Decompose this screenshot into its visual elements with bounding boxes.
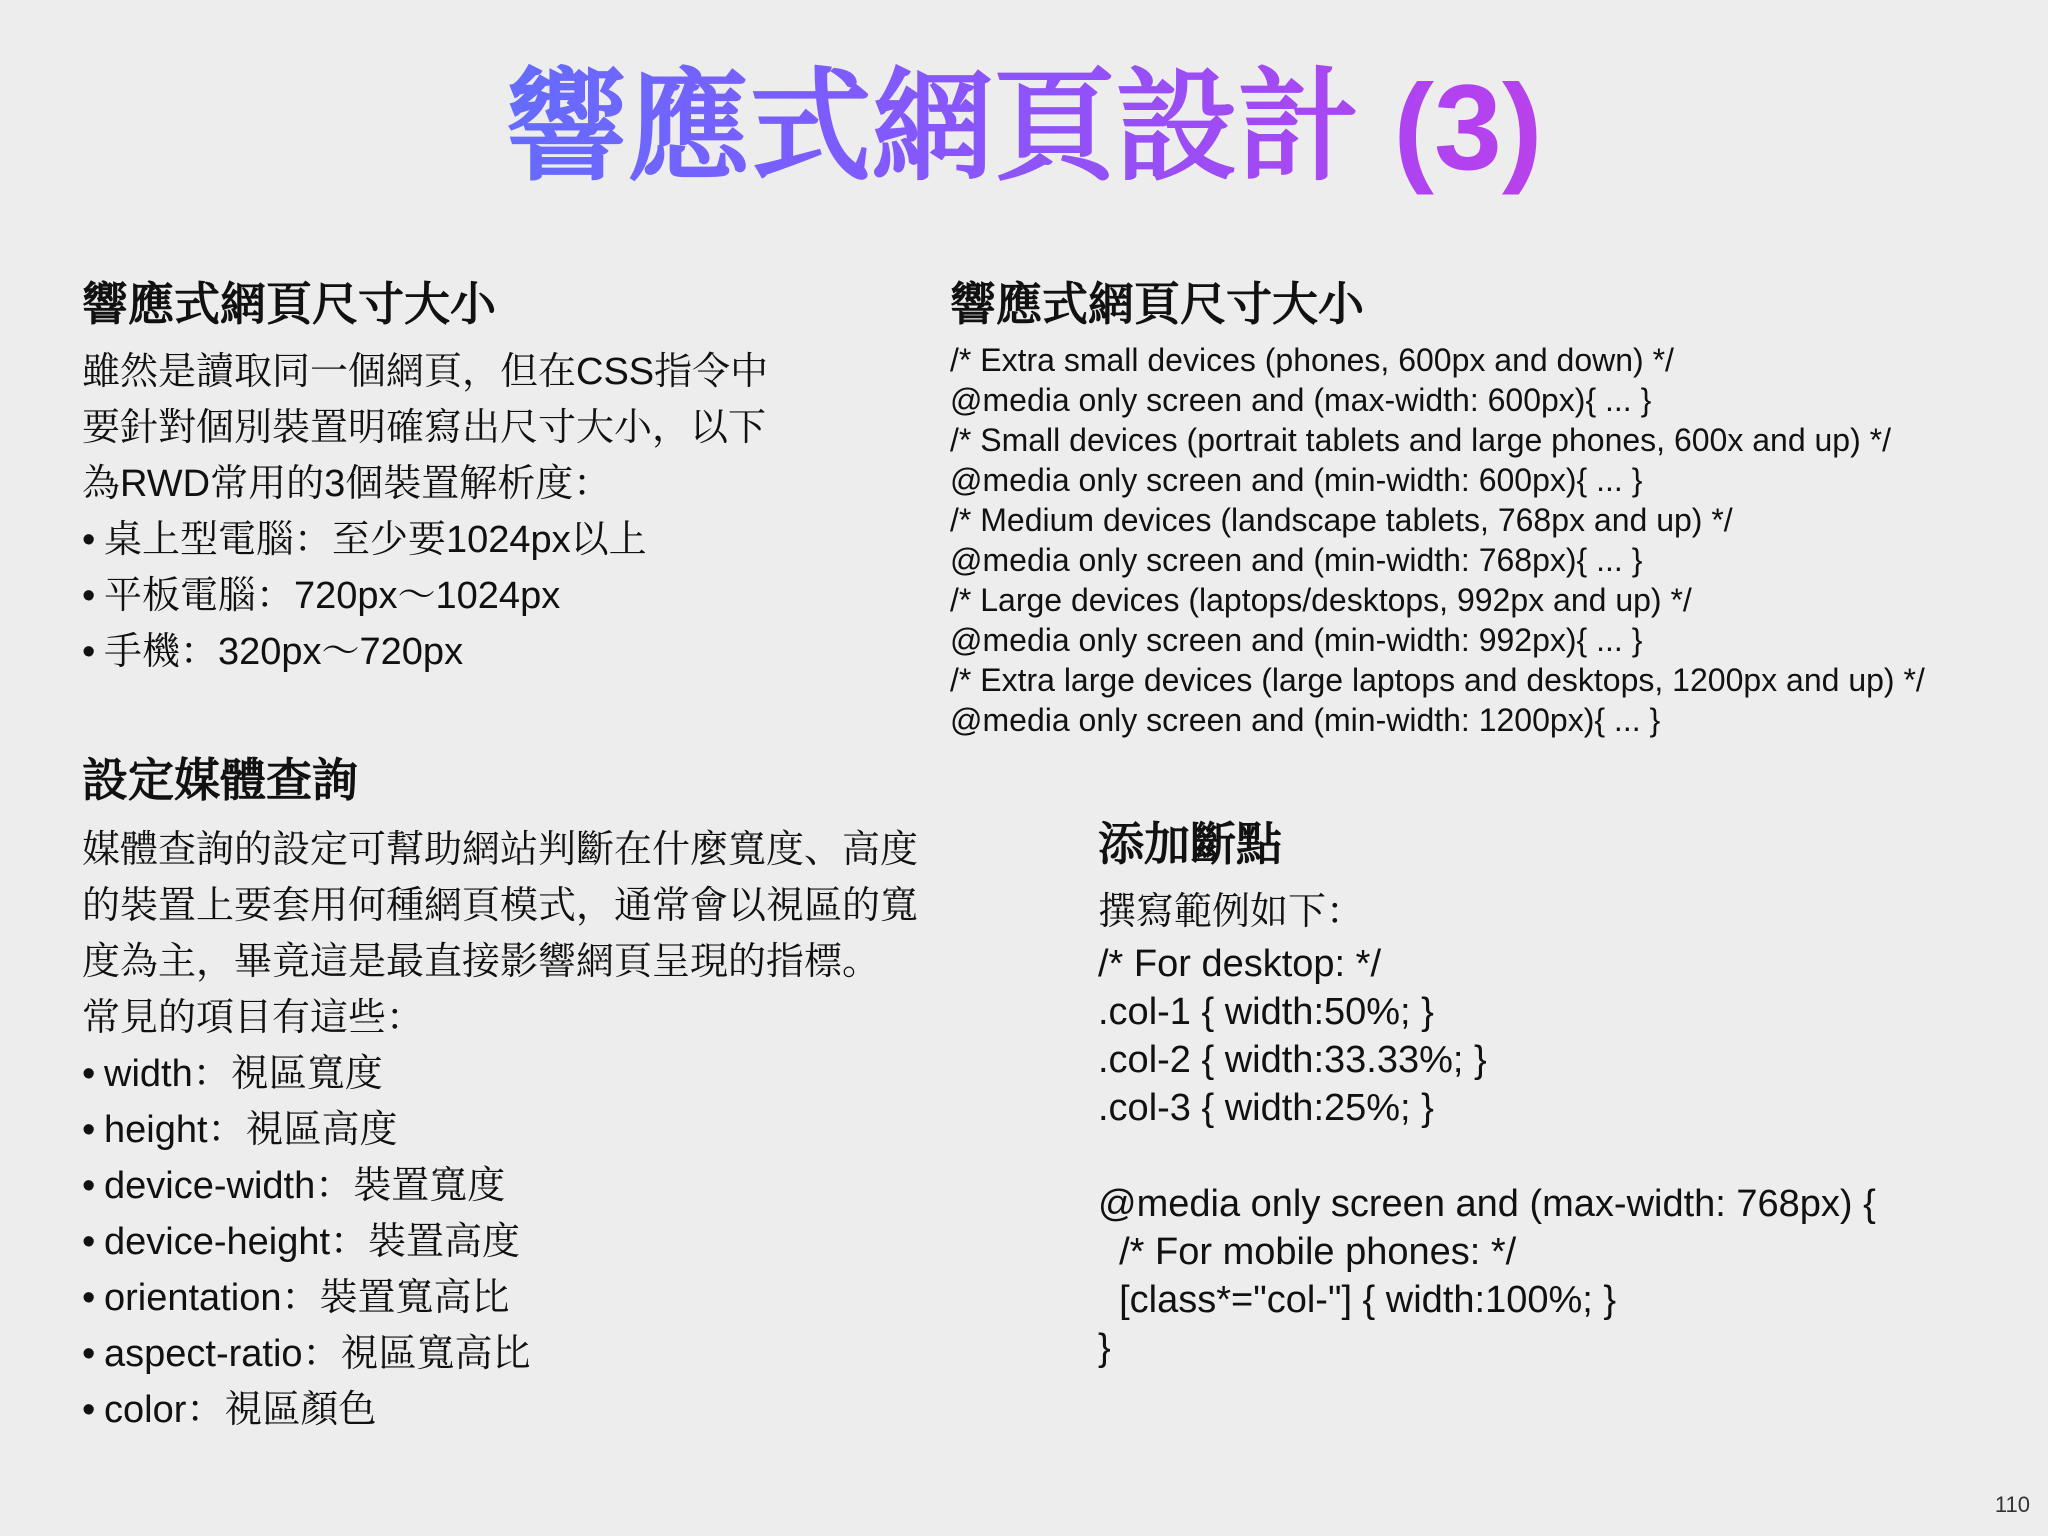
code-line: @media only screen and (max-width: 768px) { <box>1098 1183 1876 1225</box>
paragraph-line: 度為主，畢竟這是最直接影響網頁呈現的指標。 <box>82 941 881 983</box>
code-line: /* Large devices (laptops/desktops, 992px and up) */ <box>950 582 1692 618</box>
list-item: • 平板電腦：720px～1024px <box>82 568 768 624</box>
paragraph-line: 雖然是讀取同一個網頁，但在CSS指令中 <box>82 351 769 393</box>
media-feature-list <box>82 1046 918 1438</box>
code-line: @media only screen and (min-width: 768px){ ... } <box>950 542 1643 578</box>
code-line: /* Extra large devices (large laptops and desktops, 1200px and up) */ <box>950 662 1925 698</box>
code-line: .col-1 { width:50%; } <box>1098 991 1434 1033</box>
code-line: @media only screen and (min-width: 1200px){ ... } <box>950 702 1661 738</box>
breakpoints-heading: 添加斷點 <box>1098 818 1282 870</box>
code-line: } <box>1098 1327 1111 1369</box>
paragraph-line: 常見的項目有這些： <box>82 997 425 1039</box>
code-line: .col-2 { width:33.33%; } <box>1098 1039 1487 1081</box>
list-item: • 桌上型電腦：至少要1024px以上 <box>82 512 768 568</box>
paragraph-line: 要針對個別裝置明確寫出尺寸大小，以下 <box>82 407 767 449</box>
code-line: /* Medium devices (landscape tablets, 768px and up) */ <box>950 502 1733 538</box>
list-item: • orientation：裝置寬高比 <box>82 1270 918 1326</box>
list-item: • color：視區顏色 <box>82 1382 918 1438</box>
code-line: [class*="col-"] { width:100%; } <box>1098 1279 1617 1321</box>
device-resolution-list <box>82 512 768 680</box>
list-item: • height：視區高度 <box>82 1102 918 1158</box>
code-line: @media only screen and (min-width: 600px){ ... } <box>950 462 1643 498</box>
rwd-size-heading: 響應式網頁尺寸大小 <box>82 278 496 330</box>
paragraph-line: 為RWD常用的3個裝置解析度： <box>82 463 612 505</box>
code-line: @media only screen and (min-width: 992px){ ... } <box>950 622 1643 658</box>
media-query-setup-heading: 設定媒體查詢 <box>82 754 358 806</box>
list-item: • 手機：320px～720px <box>82 624 768 680</box>
list-item: • device-width：裝置寬度 <box>82 1158 918 1214</box>
media-query-sizes-heading: 響應式網頁尺寸大小 <box>950 278 1364 330</box>
list-item: • device-height：裝置高度 <box>82 1214 918 1270</box>
breakpoints-intro: 撰寫範例如下： <box>1098 891 1365 933</box>
code-line: /* Extra small devices (phones, 600px and down) */ <box>950 342 1674 378</box>
media-query-code-list <box>950 340 2030 740</box>
code-line: /* For mobile phones: */ <box>1098 1231 1517 1273</box>
paragraph-line: 的裝置上要套用何種網頁模式，通常會以視區的寬 <box>82 885 919 927</box>
slide-title: 響應式網頁設計 (3) <box>0 52 2048 202</box>
code-line: .col-3 { width:25%; } <box>1098 1087 1434 1129</box>
code-line <box>1098 1132 1876 1180</box>
code-line: @media only screen and (max-width: 600px){ ... } <box>950 382 1652 418</box>
list-item: • aspect-ratio：視區寬高比 <box>82 1326 918 1382</box>
media-query-description <box>82 822 918 1438</box>
code-line: /* For desktop: */ <box>1098 943 1382 985</box>
rwd-size-description <box>82 344 768 680</box>
code-line: /* Small devices (portrait tablets and large phones, 600x and up) */ <box>950 422 1891 458</box>
paragraph-line: 媒體查詢的設定可幫助網站判斷在什麼寬度、高度 <box>82 829 919 871</box>
breakpoints-code-block <box>1098 940 1876 1372</box>
list-item: • width：視區寬度 <box>82 1046 918 1102</box>
page-number: 110 <box>1994 1492 2030 1517</box>
